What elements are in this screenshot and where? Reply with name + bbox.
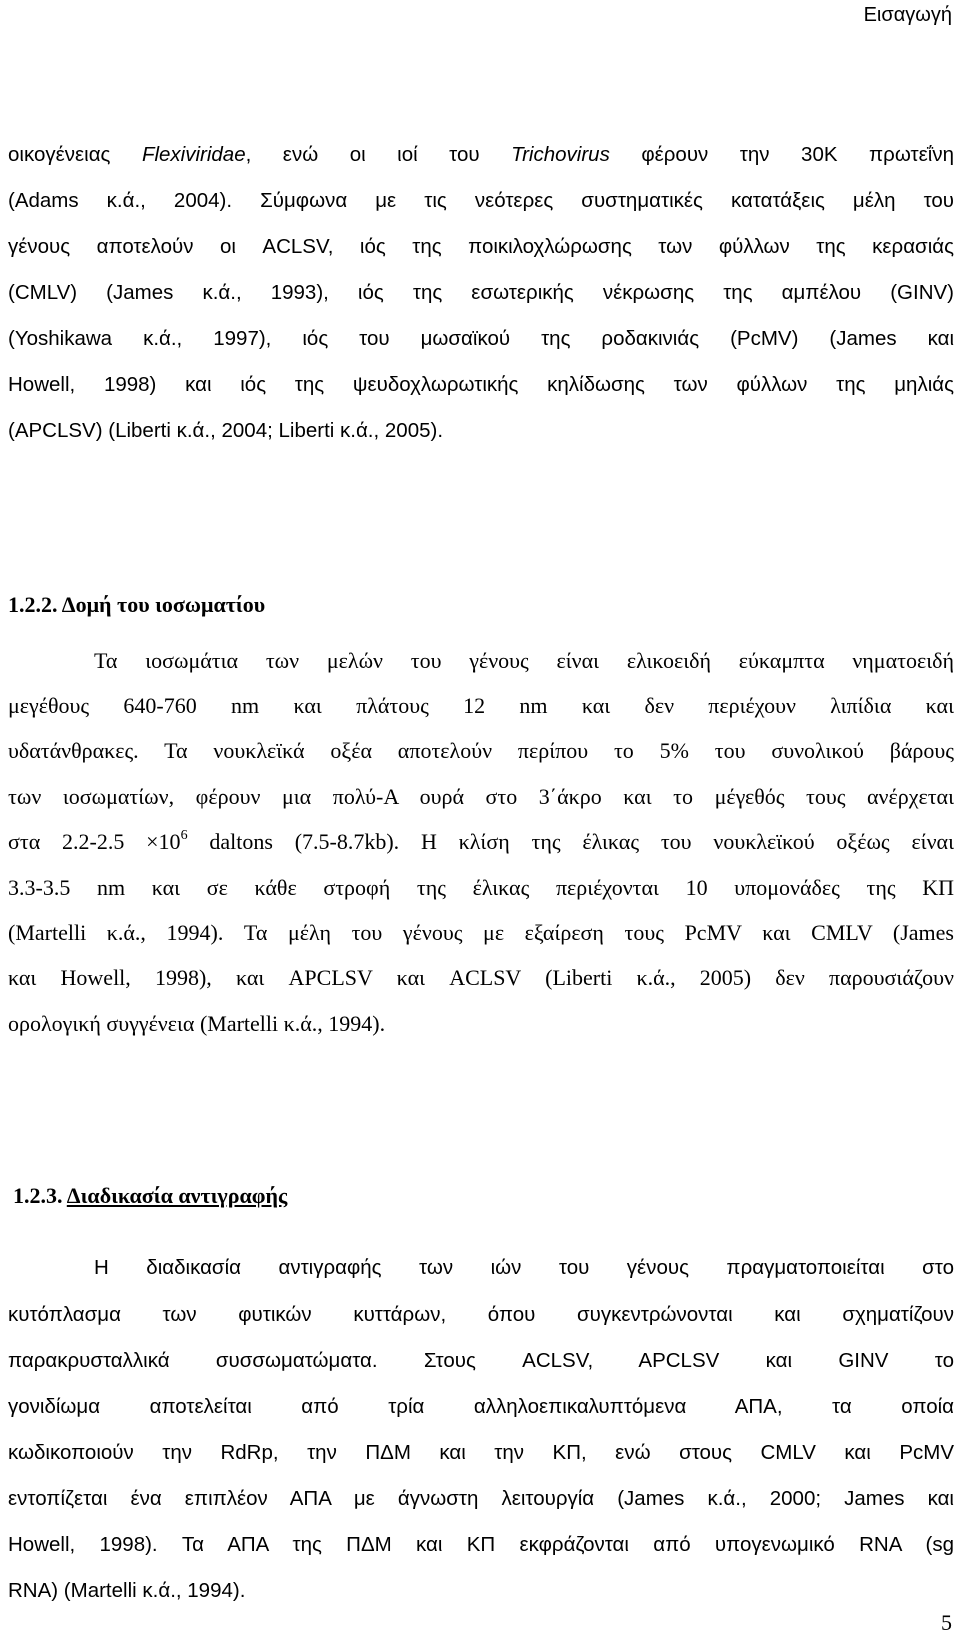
paragraph-line: Τα ιοσωμάτια των μελών του γένους είναι ελικοειδή εύκαμπτα νηματοειδή bbox=[94, 648, 954, 673]
page-number: 5 bbox=[941, 1610, 952, 1635]
paragraph-line: οικογένειας Flexiviridae, ενώ οι ιοί του Trichovirus φέρουν την 30K πρωτεΐνη bbox=[8, 143, 954, 166]
section-heading bbox=[8, 590, 265, 620]
paragraph-line: (Adams κ.ά., 2004). Σύμφωνα με τις νεότερες συστηματικές κατατάξεις μέλη του bbox=[8, 189, 954, 212]
paragraph-line: υδατάνθρακες. Τα νουκλεϊκά οξέα αποτελούν περίπου το 5% του συνολικού βάρους bbox=[8, 738, 954, 763]
paragraph-line: μεγέθους 640-760 nm και πλάτους 12 nm και δεν περιέχουν λιπίδια και bbox=[8, 693, 954, 718]
paragraph-line: και Howell, 1998), και APCLSV και ACLSV (Liberti κ.ά., 2005) δεν παρουσιάζουν bbox=[8, 965, 954, 990]
section-heading bbox=[13, 1181, 287, 1211]
paragraph-line: Η διαδικασία αντιγραφής των ιών του γένους πραγματοποιείται στο bbox=[94, 1256, 954, 1279]
chapter-header: Εισαγωγή bbox=[863, 4, 952, 26]
paragraph-line: Howell, 1998). Τα ΑΠΑ της ΠΔΜ και ΚΠ εκφράζονται από υπογενωμικό RNA (sg bbox=[8, 1533, 954, 1556]
section-title: Δομή του ιοσωματίου bbox=[61, 592, 266, 617]
paragraph-line: 3.3-3.5 nm και σε κάθε στροφή της έλικας περιέχονται 10 υπομονάδες της ΚΠ bbox=[8, 875, 954, 900]
paragraph-line: γονιδίωμα αποτελείται από τρία αλληλοεπικαλυπτόμενα ΑΠΑ, τα οποία bbox=[8, 1395, 954, 1418]
paragraph-line: κωδικοποιούν την RdRp, την ΠΔΜ και την ΚΠ, ενώ στους CMLV και PcMV bbox=[8, 1441, 954, 1464]
paragraph-line: (Martelli κ.ά., 1994). Τα μέλη του γένους με εξαίρεση τους PcMV και CMLV (James bbox=[8, 920, 954, 945]
paragraph-line: (Yoshikawa κ.ά., 1997), ιός του μωσαϊκού της ροδακινιάς (PcMV) (James και bbox=[8, 327, 954, 350]
section-title: Διαδικασία αντιγραφής bbox=[66, 1183, 288, 1208]
paragraph-line: στα $2.2-2.5 \times 10^6$ daltons (7.5-8.7kb). Η κλίση της έλικας του νουκλεϊκού οξέως είναι bbox=[8, 828, 954, 854]
paragraph-line: εντοπίζεται ένα επιπλέον ΑΠΑ με άγνωστη λειτουργία (James κ.ά., 2000; James και bbox=[8, 1487, 954, 1510]
paragraph-line: RNA) (Martelli κ.ά., 1994). bbox=[8, 1579, 246, 1602]
paragraph-line: γένους αποτελούν οι ACLSV, ιός της ποικιλοχλώρωσης των φύλλων της κερασιάς bbox=[8, 235, 954, 258]
paragraph-line: Howell, 1998) και ιός της ψευδοχλωρωτικής κηλίδωσης των φύλλων της μηλιάς bbox=[8, 373, 954, 396]
paragraph-line: κυτόπλασμα των φυτικών κυττάρων, όπου συγκεντρώνονται και σχηματίζουν bbox=[8, 1303, 954, 1326]
paragraph-line: (APCLSV) (Liberti κ.ά., 2004; Liberti κ.ά., 2005). bbox=[8, 419, 444, 442]
paragraph-line: ορολογική συγγένεια (Martelli κ.ά., 1994). bbox=[8, 1011, 386, 1036]
section-number: 1.2.2. bbox=[8, 592, 58, 617]
paragraph-line: (CMLV) (James κ.ά., 1993), ιός της εσωτερικής νέκρωσης της αμπέλου (GINV) bbox=[8, 281, 954, 304]
paragraph-line: των ιοσωματίων, φέρουν μια πολύ-Α ουρά στο 3΄άκρο και το μέγεθός τους ανέρχεται bbox=[8, 784, 954, 809]
section-number: 1.2.3. bbox=[13, 1183, 63, 1208]
paragraph-line: παρακρυσταλλικά συσσωματώματα. Στους ACLSV, APCLSV και GINV το bbox=[8, 1349, 954, 1372]
